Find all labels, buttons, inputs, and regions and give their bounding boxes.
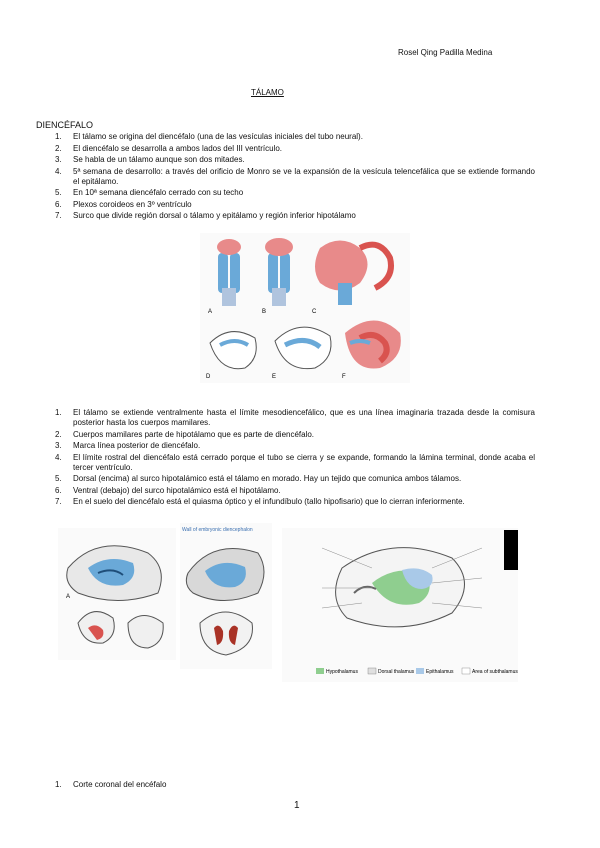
author-name: Rosel Qing Padilla Medina — [398, 48, 493, 57]
svg-text:Hypothalamus: Hypothalamus — [326, 669, 358, 675]
embryo-illustration — [200, 233, 410, 383]
diencephalon-illustration — [180, 523, 272, 669]
fig-part-d — [210, 332, 256, 369]
fig-label: A — [66, 594, 71, 600]
figure-caption: Wall of embryonic diencephalon — [182, 527, 253, 533]
list-item: 6. Plexos coroideos en 3º ventrículo — [55, 199, 192, 209]
diencephalon-wall-figure — [180, 523, 272, 669]
list-item: 2. El diencéfalo se desarrolla a ambos lados del III ventrículo. — [55, 143, 283, 153]
fig-label: A — [208, 309, 213, 315]
svg-text:Epithalamus: Epithalamus — [426, 669, 454, 675]
fig-part-c — [315, 241, 391, 306]
list-corte-coronal — [55, 780, 535, 792]
fig-part-a — [217, 239, 241, 306]
fig-label: E — [272, 374, 277, 380]
sagittal-illustration — [58, 528, 176, 660]
list-item: 5. Dorsal (encima) al surco hipotalámico está el tálamo en morado. Hay un tejido que comunica ambos tálamos. — [55, 474, 462, 483]
embryo-development-figure — [200, 233, 410, 383]
page-number: 1 — [294, 800, 300, 811]
list-item: 7. Surco que divide región dorsal o tálamo y epitálamo y región inferior hipotálamo — [55, 211, 356, 220]
hypothalamus-detail-figure — [282, 528, 518, 682]
svg-text:Dorsal thalamus: Dorsal thalamus — [378, 669, 415, 675]
list-item: 1. El tálamo se extiende ventralmente hasta el límite mesodiencefálico, que es una línea imaginaria trazada desde la comisura posterior hasta los cuerpos mamilares. — [55, 408, 535, 427]
fig-label: D — [206, 374, 211, 380]
fig-label: B — [262, 309, 267, 315]
svg-text:Area of subthalamus: Area of subthalamus — [472, 669, 518, 675]
fig-part-e — [275, 327, 331, 369]
list-item: 7. En el suelo del diencéfalo está el quiasma óptico y el infundíbulo (tallo hipofisario) que lo cierran inferiormente. — [55, 497, 465, 506]
hypothalamus-illustration — [282, 528, 518, 682]
page-title: TÁLAMO — [251, 88, 284, 97]
list-item: 2. Cuerpos mamilares parte de hipotálamo que es parte de diencéfalo. — [55, 429, 315, 439]
list-item: 1. Corte coronal del encéfalo — [55, 780, 167, 789]
legend — [316, 668, 518, 675]
list-item: 6. Ventral (debajo) del surco hipotalámico está el hipotálamo. — [55, 485, 281, 495]
list-item: 1. El tálamo se origina del diencéfalo (una de las vesículas iniciales del tubo neural). — [55, 132, 363, 141]
fig-part-b — [265, 238, 293, 306]
list-talamo — [55, 408, 535, 509]
section-heading: DIENCÉFALO — [36, 120, 94, 130]
fig-part-f — [345, 321, 401, 369]
list-item: 3. Se habla de un tálamo aunque son dos mitades. — [55, 155, 245, 164]
list-item: 3. Marca línea posterior de diencéfalo. — [55, 441, 201, 450]
list-item: 4. 5ª semana de desarrollo: a través del orificio de Monro se ve la expansión de la vesícula telencefálica que se extiende formando el epitálamo. — [55, 166, 535, 186]
fig-label: C — [312, 309, 317, 315]
list-diencefalo — [55, 132, 535, 223]
list-item: 5. En 10ª semana diencéfalo cerrado con su techo — [55, 188, 244, 197]
sagittal-brain-figure — [58, 528, 176, 660]
fig-label: F — [342, 374, 346, 380]
list-item: 4. El límite rostral del diencéfalo está cerrado porque el tubo se cierra y se expande, formando la lámina terminal, donde acaba el tercer ventrículo. — [55, 452, 535, 472]
